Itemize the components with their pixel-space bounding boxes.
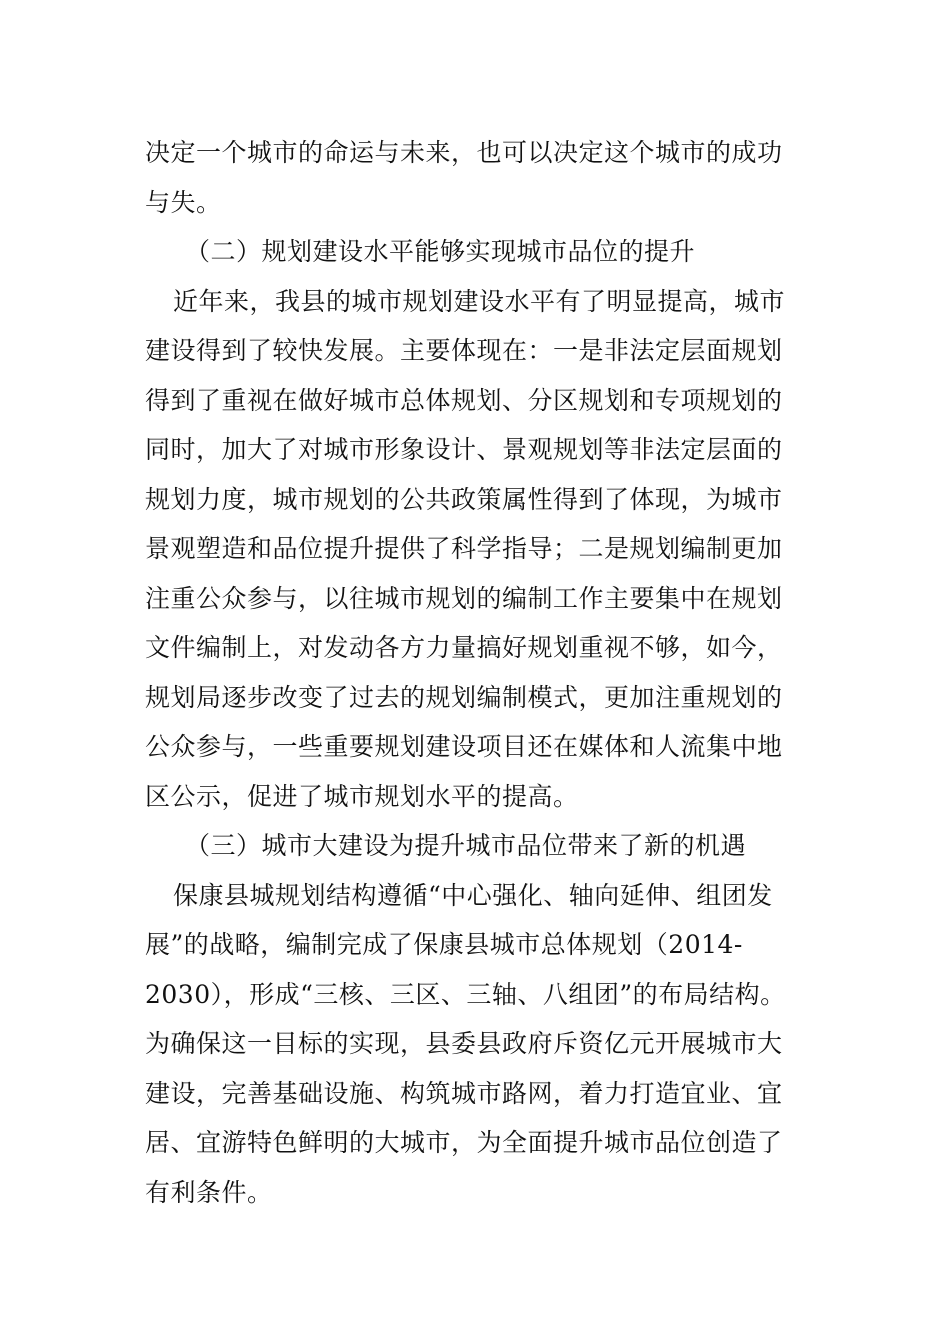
paragraph-line: 与失。 <box>145 187 222 217</box>
paragraph-line: 区公示，促进了城市规划水平的提高。 <box>145 781 579 811</box>
paragraph-line: 建设得到了较快发展。主要体现在：一是非法定层面规划 <box>145 336 783 365</box>
paragraph-line: 展”的战略，编制完成了保康县城市总体规划（2014- <box>145 930 743 959</box>
section-heading-3: （三）城市大建设为提升城市品位带来了新的机遇 <box>185 831 747 860</box>
paragraph-line: 居、宜游特色鲜明的大城市，为全面提升城市品位创造了 <box>145 1128 783 1157</box>
section-heading-2: （二）规划建设水平能够实现城市品位的提升 <box>185 237 696 266</box>
paragraph-line: 公众参与，一些重要规划建设项目还在媒体和人流集中地 <box>145 732 783 761</box>
paragraph-line: 景观塑造和品位提升提供了科学指导；二是规划编制更加 <box>145 534 783 563</box>
paragraph-line: 规划局逐步改变了过去的规划编制模式，更加注重规划的 <box>145 682 783 712</box>
paragraph-line: 规划力度，城市规划的公共政策属性得到了体现，为城市 <box>145 484 783 514</box>
paragraph-line: 得到了重视在做好城市总体规划、分区规划和专项规划的 <box>145 385 783 415</box>
paragraph-line: 同时，加大了对城市形象设计、景观规划等非法定层面的 <box>145 435 783 464</box>
paragraph-line: 文件编制上，对发动各方力量搞好规划重视不够，如今， <box>145 633 783 662</box>
paragraph-line: 注重公众参与，以往城市规划的编制工作主要集中在规划 <box>145 583 783 613</box>
paragraph-line: 为确保这一目标的实现，县委县政府斥资亿元开展城市大 <box>145 1029 783 1058</box>
paragraph-line: 近年来，我县的城市规划建设水平有了明显提高，城市 <box>173 286 786 316</box>
body-text <box>145 128 805 1217</box>
paragraph-line: 建设，完善基础设施、构筑城市路网，着力打造宜业、宜 <box>145 1078 783 1108</box>
paragraph-line: 决定一个城市的命运与未来，也可以决定这个城市的成功 <box>145 138 783 167</box>
paragraph-line: 有利条件。 <box>145 1177 273 1207</box>
paragraph-line: 2030），形成“三核、三区、三轴、八组团”的布局结构。 <box>145 979 786 1009</box>
paragraph-line: 保康县城规划结构遵循“中心强化、轴向延伸、组团发 <box>173 880 773 910</box>
